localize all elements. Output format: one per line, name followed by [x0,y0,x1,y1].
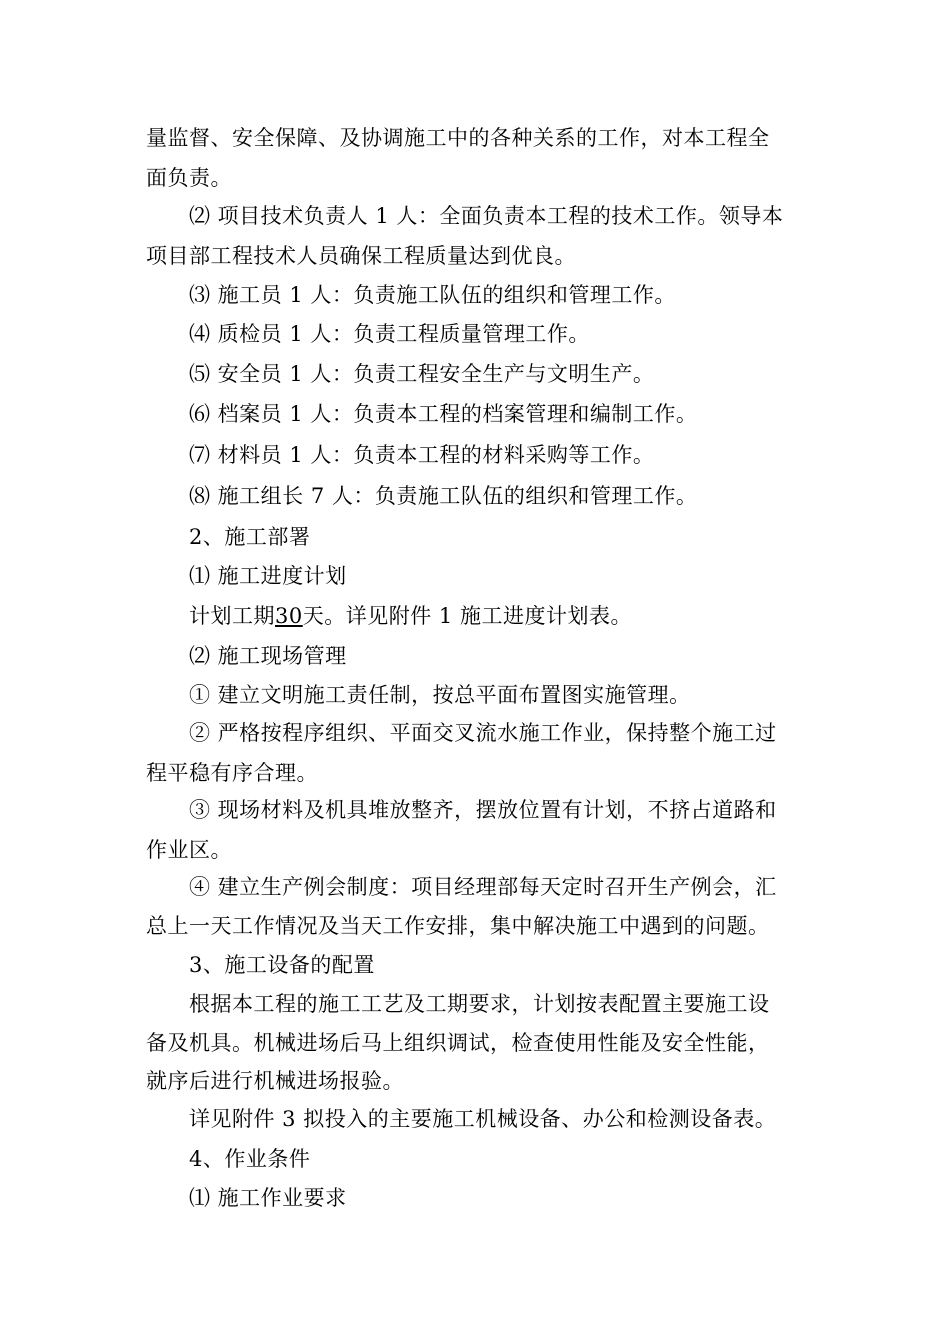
paragraph-line: ⑹ 档案员 1 人：负责本工程的档案管理和编制工作。 [189,402,698,426]
schedule-tail: 天。详见附件 1 施工进度计划表。 [302,604,632,628]
paragraph-line: ② 严格按程序组织、平面交叉流水施工作业，保持整个施工过 [189,721,777,745]
paragraph-line: 备及机具。机械进场后马上组织调试，检查使用性能及安全性能， [146,1031,770,1055]
paragraph-line: ① 建立文明施工责任制，按总平面布置图实施管理。 [189,683,691,707]
paragraph-line: 程平稳有序合理。 [146,761,318,785]
subsection-heading: ⑴ 施工作业要求 [189,1186,347,1210]
paragraph-line: 作业区。 [146,838,232,862]
paragraph-line: 详见附件 3 拟投入的主要施工机械设备、办公和检测设备表。 [189,1107,777,1131]
paragraph-line: 总上一天工作情况及当天工作安排，集中解决施工中遇到的问题。 [146,914,770,938]
paragraph-line: ⑻ 施工组长 7 人：负责施工队伍的组织和管理工作。 [189,484,698,508]
schedule-days: 30 [275,604,303,628]
subsection-heading: ⑵ 施工现场管理 [189,644,347,668]
paragraph-line: 项目部工程技术人员确保工程质量达到优良。 [146,244,576,268]
paragraph-line: 根据本工程的施工工艺及工期要求，计划按表配置主要施工设 [189,992,770,1016]
paragraph-line [189,602,632,630]
paragraph-line: 量监督、安全保障、及协调施工中的各种关系的工作，对本工程全 [146,126,770,150]
subsection-heading: ⑴ 施工进度计划 [189,564,347,588]
paragraph-line: ④ 建立生产例会制度：项目经理部每天定时召开生产例会，汇 [189,875,777,899]
paragraph-line: 就序后进行机械进场报验。 [146,1069,404,1093]
section-heading: 3、施工设备的配置 [189,953,375,977]
paragraph-line: 面负责。 [146,166,232,190]
paragraph-line: ⑸ 安全员 1 人：负责工程安全生产与文明生产。 [189,362,655,386]
paragraph-line: ⑶ 施工员 1 人：负责施工队伍的组织和管理工作。 [189,283,676,307]
schedule-label: 计划工期 [189,604,275,628]
section-heading: 4、作业条件 [189,1147,311,1171]
paragraph-line: ⑷ 质检员 1 人：负责工程质量管理工作。 [189,322,590,346]
paragraph-line: ③ 现场材料及机具堆放整齐，摆放位置有计划，不挤占道路和 [189,798,777,822]
section-heading: 2、施工部署 [189,525,311,549]
paragraph-line: ⑵ 项目技术负责人 1 人：全面负责本工程的技术工作。领导本 [189,204,784,228]
paragraph-line: ⑺ 材料员 1 人：负责本工程的材料采购等工作。 [189,443,655,467]
